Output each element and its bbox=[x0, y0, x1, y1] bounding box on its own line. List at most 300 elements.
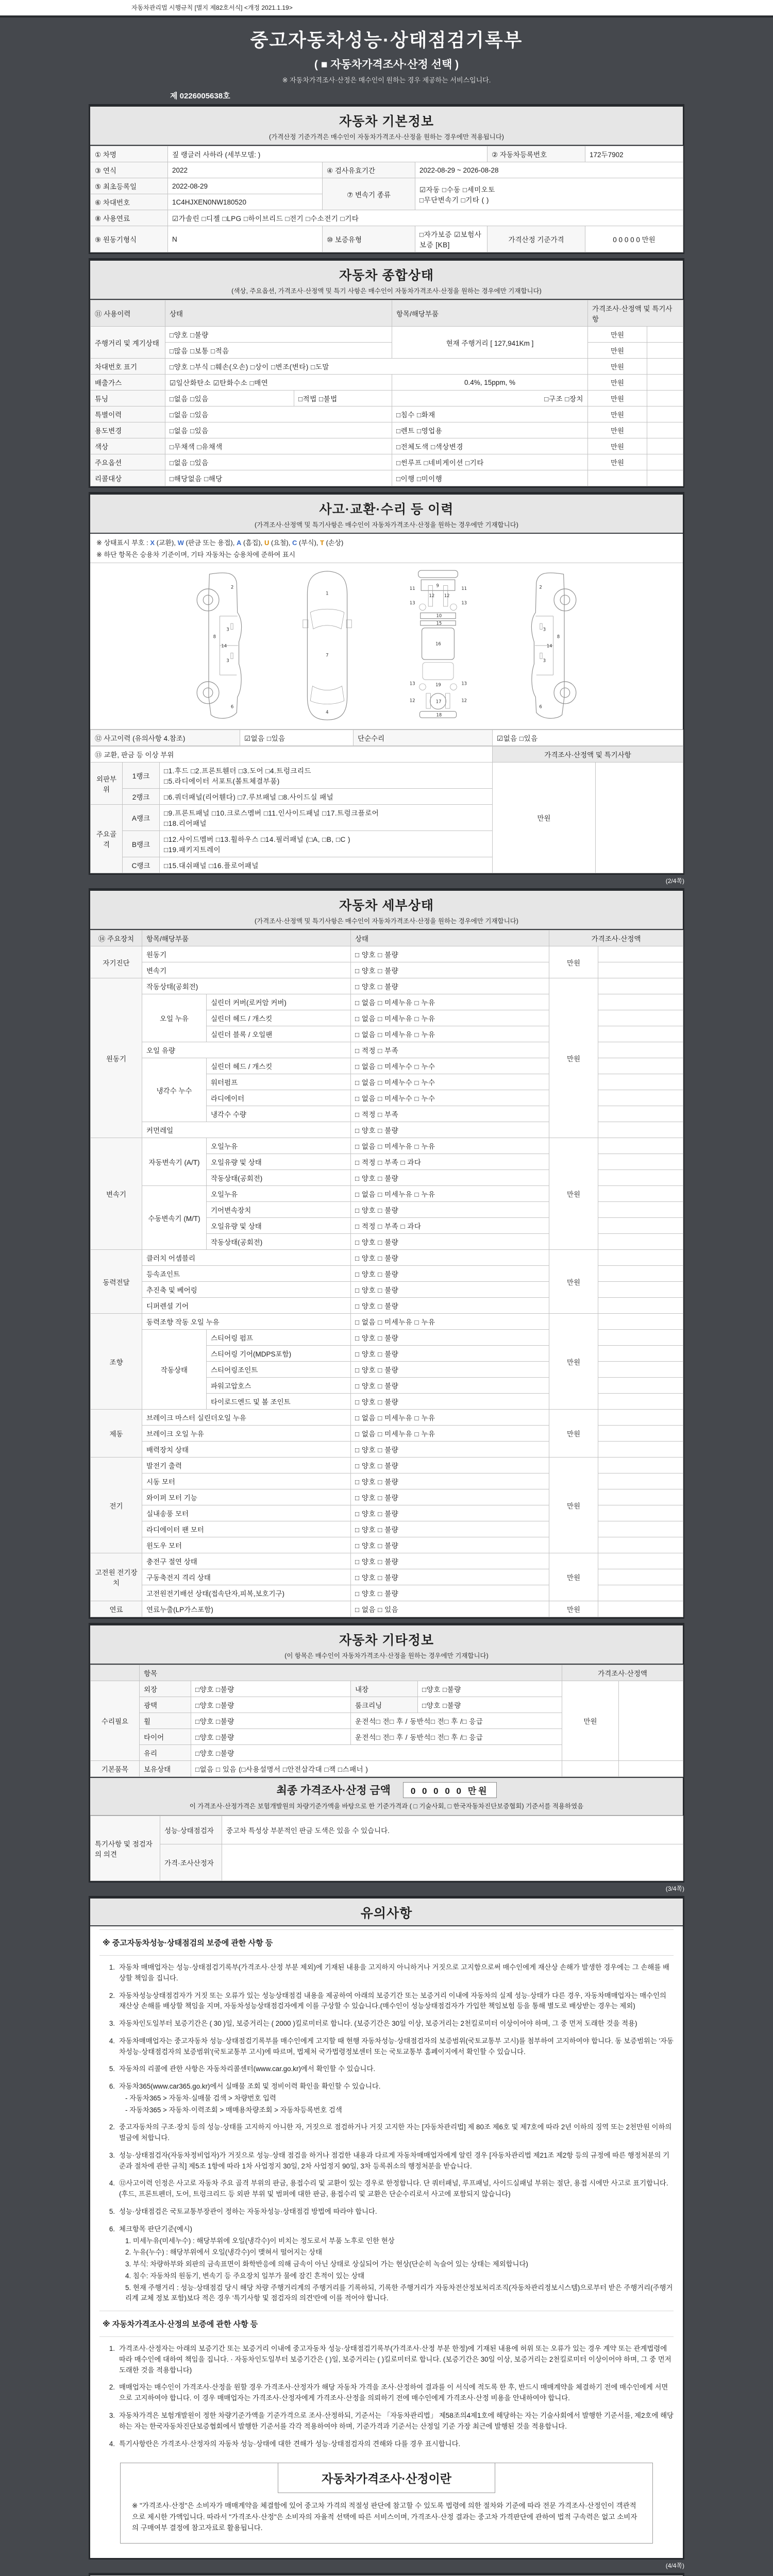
table-row bbox=[91, 226, 683, 252]
rankB-line2: □19.패키지트레이 bbox=[164, 846, 221, 854]
usage-item: □렌트 □영업용 bbox=[392, 422, 588, 438]
tire-detail: 운전석□ 전□ 후 / 동반석□ 전□ 후 /□ 응급 bbox=[351, 1729, 562, 1745]
note-cell bbox=[647, 438, 683, 454]
price-cell: 만원 bbox=[549, 1458, 598, 1553]
gauge-state: □양호 □불량 bbox=[165, 327, 392, 343]
device-label: 변속기 bbox=[91, 1138, 142, 1250]
note-cell bbox=[598, 1122, 683, 1138]
table-row bbox=[91, 1314, 683, 1330]
sub-item-label: 오일유량 및 상태 bbox=[207, 1154, 351, 1170]
table-row bbox=[91, 438, 683, 454]
rankA-line1: □9.프론트패널 □10.크로스멤버 □11.인사이드패널 □17.트렁크플로어 bbox=[164, 809, 379, 817]
item-label: 시동 모터 bbox=[142, 1473, 351, 1489]
note-cell bbox=[598, 1362, 683, 1378]
diagram-label: 6 bbox=[230, 704, 234, 710]
diagram-label: 11 bbox=[409, 585, 415, 591]
state-cell: □ 양호 □ 불량 bbox=[351, 1202, 549, 1218]
legend-desc: (손상) bbox=[324, 539, 344, 547]
table-row bbox=[91, 470, 683, 486]
state-cell: □ 없음 □ 있음 bbox=[351, 1601, 549, 1617]
notice-item-number: 2. bbox=[109, 2383, 115, 2392]
comprehensive-header bbox=[90, 261, 683, 300]
notice-item-number: 1. bbox=[109, 2345, 115, 2353]
note-cell bbox=[598, 1410, 683, 1426]
group-label: 냉각수 누수 bbox=[142, 1058, 207, 1122]
table-row bbox=[91, 1250, 683, 1266]
note-cell bbox=[598, 1330, 683, 1346]
col-price: 가격조사·산정액 bbox=[549, 930, 683, 946]
state-cell: □ 양호 □ 불량 bbox=[351, 978, 549, 994]
diagram-label: 6 bbox=[539, 704, 542, 710]
table-row bbox=[91, 391, 683, 406]
table-row bbox=[91, 946, 683, 962]
state-cell: □ 양호 □ 불량 bbox=[351, 1473, 549, 1489]
item-label: 작동상태(공회전) bbox=[142, 978, 351, 994]
transmission-line1: ☑자동 □수동 □세미오토 bbox=[419, 185, 495, 194]
diagram-label: 18 bbox=[436, 712, 442, 718]
col-item: 항목 bbox=[140, 1665, 562, 1681]
state-cell: □ 양호 □ 불량 bbox=[351, 1553, 549, 1569]
notice-list-a bbox=[99, 1962, 674, 2115]
table-row bbox=[91, 359, 683, 375]
notice-item bbox=[99, 2081, 674, 2115]
tuning-item: □구조 □장치 bbox=[392, 391, 588, 406]
state-cell: □ 없음 □ 미세누수 □ 누수 bbox=[351, 1074, 549, 1090]
col-state: 상태 bbox=[351, 930, 549, 946]
notice-item-text: 자동차성능상태점검자가 거짓 또는 오류가 있는 성능상태점검 내용을 제공하여 아래의 보증기간 또는 보증거리 이내에 자동차의 실제 성능·상태가 다른 경우, 자동차매매업자는 매수인의 재산상 손해를 배상할 책임을 지며, 자동차성능상태점검자에게 이를 구상할 수 있습니다.(매수인이 성능상태점검자가 가입한 책임보험 등을 통해 별도로 배상받는 경우는 제외) bbox=[119, 1991, 666, 2010]
price-cell: 만원 bbox=[493, 762, 596, 873]
section-title: 자동차 종합상태 bbox=[339, 268, 434, 283]
page-marker: (3/4쪽) bbox=[665, 1885, 684, 1892]
state-cell: □ 없음 □ 미세누수 □ 누수 bbox=[351, 1058, 549, 1074]
notice-item bbox=[99, 2224, 674, 2304]
warranty-value: □자가보증 ☑보험사보증 [KB] bbox=[415, 226, 488, 252]
first-reg-value: 2022-08-29 bbox=[168, 178, 323, 194]
legend-code: C bbox=[292, 539, 297, 547]
holding-label: 보유상태 bbox=[140, 1761, 191, 1777]
diagram-label: 11 bbox=[461, 585, 467, 591]
sub-item-label: 실린더 커버(로커암 커버) bbox=[207, 994, 351, 1010]
price-cell: 만원 bbox=[588, 406, 647, 422]
note-cell bbox=[598, 1042, 683, 1058]
notice-item bbox=[99, 1962, 674, 1984]
price-cell: 만원 bbox=[549, 978, 598, 1138]
interior-state: □양호 □불량 bbox=[418, 1681, 562, 1697]
note-cell bbox=[598, 1154, 683, 1170]
legend-desc: (흠집), bbox=[241, 539, 264, 547]
rankA-label: A랭크 bbox=[123, 805, 160, 831]
table-row bbox=[91, 1553, 683, 1569]
wheel-detail: 운전석□ 전□ 후 / 동반석□ 전□ 후 /□ 응급 bbox=[351, 1713, 562, 1729]
notice-item-text: 자동차매매업자는 중고자동차 성능·상태점검기록부를 매수인에게 고지할 때 현행 자동차성능·상태점검자의 보증범위(국토교통부 고시)를 첨부하여 고지하여야 합니다. 동 보증범위는 '자동차성능·상태점검자의 보증범위'(국토교통부 고시)에 따르며, 법제처 국가법령정보센터 또는 국토교통부 홈페이지에서 확인할 수 있습니다. bbox=[119, 2037, 674, 2056]
device-label: 연료 bbox=[91, 1601, 142, 1617]
sub-item-label: 실린더 헤드 / 개스킷 bbox=[207, 1058, 351, 1074]
price-cell: 만원 bbox=[549, 1250, 598, 1314]
title-note: ※ 자동차가격조사·산정은 매수인이 원하는 경우 제공하는 서비스입니다. bbox=[282, 76, 491, 84]
item-label: 추진축 및 베어링 bbox=[142, 1282, 351, 1298]
state-cell: □ 없음 □ 미세누유 □ 누유 bbox=[351, 1026, 549, 1042]
cleaning-state: □양호 □불량 bbox=[418, 1697, 562, 1713]
rankC-label: C랭크 bbox=[123, 857, 160, 873]
note-cell bbox=[647, 327, 683, 343]
accident-summary-table bbox=[90, 730, 683, 746]
notice-item-text: 자동차 매매업자는 성능·상태점검기록부(가격조사·산정 부분 제외)에 기재된 내용을 고지하지 아니하거나 거짓으로 고지함으로써 매수인에게 재산상 손해가 발생한 경우에는 그 손해를 배상할 책임을 집니다. bbox=[119, 1963, 669, 1982]
item-label: 배력장치 상태 bbox=[142, 1442, 351, 1458]
inspector-label: 성능·상태점검자 bbox=[160, 1816, 222, 1844]
item-label: 디퍼렌셜 기어 bbox=[142, 1298, 351, 1314]
notice-item-text: 매매업자는 매수인이 가격조사·산정을 원할 경우 가격조사·산정자가 해당 자동차 가격을 조사·산정하여 결과를 이 서식에 적도록 한 후, 반드시 매매계약을 체결하기 전에 매수인에게 서면으로 고지하여야 합니다. 이 경우 매매업자는 가격조사·산정자에게 가격조사·산정을 의뢰하기 전에 매수인에게 가격조사·산정 비용을 안내하여야 합니다. bbox=[119, 2383, 668, 2402]
notice-section1-title: ※ 중고자동차성능·상태점검의 보증에 관한 사항 등 bbox=[99, 1929, 674, 1956]
legend-desc: (교환), bbox=[154, 539, 178, 547]
state-cell: □ 양호 □ 불량 bbox=[351, 1521, 549, 1537]
final-price-band bbox=[90, 1777, 683, 1816]
notice-item-number: 5. bbox=[109, 2065, 115, 2073]
price-cell: 만원 bbox=[562, 1681, 619, 1761]
note-cell bbox=[598, 1473, 683, 1489]
state-cell: □ 없음 □ 미세누유 □ 누유 bbox=[351, 1138, 549, 1154]
notice-sub-item: - 자동차365 > 자동차·이력조회 > 매매용차량조회 > 자동차등록번호 검색 bbox=[125, 2106, 342, 2114]
detail-state-table bbox=[90, 930, 683, 1617]
remarks-label: 특기사항 및 점검자의 의견 bbox=[91, 1816, 160, 1881]
note-cell bbox=[647, 422, 683, 438]
notice-sub-item: 1. 미세누유(미세누수) : 해당부위에 오일(냉각수)이 비치는 정도로서 부품 노후로 인한 현상 bbox=[125, 2236, 395, 2245]
item-label: 구동축전지 격리 상태 bbox=[142, 1569, 351, 1585]
recall-label: 리콜대상 bbox=[91, 470, 165, 486]
car-right-side-diagram bbox=[513, 568, 590, 723]
title-band bbox=[0, 18, 773, 104]
reg-no-label: ② 자동차등록번호 bbox=[488, 146, 585, 162]
sub-item-label: 라디에이터 bbox=[207, 1090, 351, 1106]
note-cell bbox=[598, 978, 683, 994]
section-title: 자동차 세부상태 bbox=[339, 899, 434, 913]
state-cell: □ 양호 □ 불량 bbox=[351, 1489, 549, 1505]
device-label: 고전원 전기장치 bbox=[91, 1553, 142, 1601]
state-cell: □ 없음 □ 미세누수 □ 누수 bbox=[351, 1090, 549, 1106]
group-label: 수동변속기 (M/T) bbox=[142, 1186, 207, 1250]
device-label: 자기진단 bbox=[91, 946, 142, 978]
state-cell: □ 적정 □ 부족 □ 과다 bbox=[351, 1218, 549, 1234]
price-cell: 만원 bbox=[588, 454, 647, 470]
sub-item-label: 작동상태(공회전) bbox=[207, 1234, 351, 1250]
note-cell bbox=[598, 962, 683, 978]
device-label: 원동기 bbox=[91, 978, 142, 1138]
state-cell: □ 양호 □ 불량 bbox=[351, 1394, 549, 1410]
note-cell bbox=[598, 1250, 683, 1266]
state-cell: □ 적정 □ 부족 □ 과다 bbox=[351, 1154, 549, 1170]
table-row bbox=[91, 978, 683, 994]
note-cell bbox=[598, 1266, 683, 1282]
basic-info-panel bbox=[89, 104, 684, 254]
note-cell bbox=[598, 1074, 683, 1090]
note-cell bbox=[596, 762, 683, 873]
legend-code: T bbox=[320, 539, 324, 547]
table-row bbox=[91, 178, 683, 194]
table-row bbox=[91, 146, 683, 162]
notice-item-number: 3. bbox=[109, 2020, 115, 2028]
rank2-label: 2랭크 bbox=[123, 789, 160, 805]
frame-label: 주요골격 bbox=[91, 805, 123, 873]
diagram-label: 13 bbox=[409, 600, 415, 605]
special-label: 특별이력 bbox=[91, 406, 165, 422]
table-row bbox=[91, 454, 683, 470]
notice-sub-item: 2. 누유(누수) : 해당부위에서 오일(냉각수)이 맺혀서 떨어지는 상태 bbox=[125, 2248, 323, 2257]
appraisal-info-box bbox=[120, 2463, 653, 2544]
col-item: 항목/해당부품 bbox=[142, 930, 351, 946]
sub-item-label: 스티어링 펌프 bbox=[207, 1330, 351, 1346]
fuel-label: ⑧ 사용연료 bbox=[91, 210, 168, 226]
car-diagram-area bbox=[90, 563, 683, 730]
notice-item-text: 성능·상태점검은 국토교통부장관이 정하는 자동차성능·상태점검 방법에 따라야 합니다. bbox=[119, 2208, 377, 2216]
note-cell bbox=[598, 1537, 683, 1553]
exterior-state: □양호 □불량 bbox=[191, 1681, 351, 1697]
note-cell bbox=[647, 375, 683, 391]
title-subtitle: ( ■ 자동차가격조사·산정 선택 ) bbox=[314, 59, 459, 71]
state-cell: □ 양호 □ 불량 bbox=[351, 1250, 549, 1266]
diagram-label: 13 bbox=[461, 600, 467, 605]
notice-item-text: 자동차365(www.car365.go.kr)에서 실매물 조회 및 정비이력 확인을 확인할 수 있습니다. - 자동차365 > 자동차·실매물 검색 > 차량번호 입력 - 자동차365 > 자동차·이력조회 > 매매용차량조회 > 자동차등록번호 검색 bbox=[119, 2081, 674, 2115]
rank1-line1: □1.후드 □2.프론트휀더 □3.도어 □4.트렁크리드 bbox=[164, 767, 311, 775]
notice-item bbox=[99, 2382, 674, 2404]
sub-item-label: 스티어링 기어(MDPS포함) bbox=[207, 1346, 351, 1362]
note-cell bbox=[598, 1202, 683, 1218]
warranty-label: ⑩ 보증유형 bbox=[323, 226, 415, 252]
notice-sub-item: - 자동차365 > 자동차·실매물 검색 > 차량번호 입력 bbox=[125, 2094, 276, 2102]
diagram-label: 12 bbox=[429, 592, 435, 598]
transmission-value bbox=[415, 178, 683, 210]
notice-item-text: 가격조사·산정자는 아래의 보증기간 또는 보증거리 이내에 중고자동차 성능·상태점검기록부(가격조사·산정 부분 한정)에 기재된 내용에 허위 또는 오류가 있는 경우 계약 또는 관계법령에 따라 매수인에 대하여 책임을 집니다. · 자동차인도일부터 보증기간은 ( )일, 보증거리는 ( )킬로미터로 합니다. (보증기간은 30일 이상, 보증거리는 2천킬로미터 이상이어야 하며, 그 중 먼저 도래한 것을 적용합니다) bbox=[119, 2345, 671, 2374]
state-cell: □ 양호 □ 불량 bbox=[351, 1282, 549, 1298]
note-cell bbox=[598, 1282, 683, 1298]
wheel-label: 휠 bbox=[140, 1713, 191, 1729]
detail-state-panel bbox=[89, 888, 684, 1619]
state-cell: □ 양호 □ 불량 bbox=[351, 1234, 549, 1250]
vin-label: ⑥ 차대번호 bbox=[91, 194, 168, 210]
notice-item-text: 중고자동차의 구조·장치 등의 성능·상태를 고지하지 아니한 자, 거짓으로 점검하거나 거짓 고지한 자는 [자동차관리법] 제 80조 제6호 및 제7호에 따라 2년 이하의 징역 또는 2천만원 이하의 벌금에 처합니다. bbox=[119, 2123, 672, 2142]
notice-sub-item: 5. 현재 주행거리 : 성능·상태점검 당시 해당 차량 주행거리계의 주행거리를 기록하되, 기록한 주행거리가 자동차전산정보처리조직(자동차관리정보시스템)으로부터 받은 주행거리(주행거리계 교체 정보 포함)보다 적은 경우 '특기사항 및 점검자의 의견'란에 이를 적어야 합니다. bbox=[125, 2283, 673, 2302]
note-cell bbox=[598, 1521, 683, 1537]
state-cell: □ 양호 □ 불량 bbox=[351, 1346, 549, 1362]
state-cell: □ 양호 □ 불량 bbox=[351, 1330, 549, 1346]
notice-item-number: 6. bbox=[109, 2082, 115, 2091]
rankA-items bbox=[160, 805, 493, 831]
final-price-note: 이 가격조사·산정가격은 보험개발원의 차량기준가액을 바탕으로 한 기준가격과 ( □ 기술사회, □ 한국자동차진단보증협회) 기준서를 적용하였음 bbox=[189, 1803, 584, 1810]
final-price-value: 0 0 0 0 0 만원 bbox=[403, 1782, 497, 1798]
note-cell bbox=[598, 1186, 683, 1202]
state-cell: □ 양호 □ 불량 bbox=[351, 1266, 549, 1282]
base-price-value: 0 0 0 0 0 만원 bbox=[585, 226, 683, 252]
table-row bbox=[91, 1816, 683, 1844]
state-cell: □ 양호 □ 불량 bbox=[351, 1458, 549, 1473]
item-label: 와이퍼 모터 기능 bbox=[142, 1489, 351, 1505]
device-label: 제동 bbox=[91, 1410, 142, 1458]
state-cell: □ 없음 □ 미세누유 □ 누유 bbox=[351, 1010, 549, 1026]
diagram-label: 13 bbox=[409, 681, 415, 686]
diagram-label: 16 bbox=[435, 641, 441, 647]
notice-item bbox=[99, 2344, 674, 2376]
item-label: 원동기 bbox=[142, 946, 351, 962]
notice-item bbox=[99, 2150, 674, 2172]
note-cell bbox=[598, 1298, 683, 1314]
table-row bbox=[91, 1681, 683, 1697]
item-label: 등속죠인트 bbox=[142, 1266, 351, 1282]
notice-item bbox=[99, 2019, 674, 2029]
notice-item-number: 6. bbox=[109, 2225, 115, 2233]
note-cell bbox=[619, 1681, 683, 1761]
sub-item-label: 타이로드엔드 및 볼 조인트 bbox=[207, 1394, 351, 1410]
note-cell bbox=[598, 1458, 683, 1473]
item-label: 브레이크 오일 누유 bbox=[142, 1426, 351, 1442]
polish-state: □양호 □불량 bbox=[191, 1697, 351, 1713]
outer-panel-label: 외판부위 bbox=[91, 762, 123, 805]
price-cell: 만원 bbox=[588, 422, 647, 438]
other-header bbox=[90, 1625, 683, 1665]
legend-desc: (부식), bbox=[297, 539, 321, 547]
item-label: 오일 유량 bbox=[142, 1042, 351, 1058]
table-row bbox=[91, 422, 683, 438]
notice-item-text: 성능·상태점검자(자동차정비업자)가 거짓으로 성능·상태 점검을 하거나 점검한 내용과 다르게 자동차매매업자에게 알린 경우 [자동차관리법 제21조 제2항 등의 규정에 따른 행정처분의 기준과 절차에 관한 규칙] 제5조 1항에 따라 1차 사업정지 30일, 2차 사업정지 90일, 3차 등록취소의 행정처분을 받습니다. bbox=[119, 2151, 670, 2170]
diagram-label: 3 bbox=[226, 627, 229, 633]
table-header-row bbox=[91, 1665, 683, 1681]
basic-info-header bbox=[90, 107, 683, 146]
notice-item-text: 자동차가격은 보험개발원이 정한 차량기준가액을 기준가격으로 조사·산정하되, 기준서는 「자동차관리법」 제58조의4제1호에 해당하는 자는 기술사회에서 발행한 기준서를, 제2호에 해당하는 자는 한국자동차진단보증협회에서 발행한 기준서를 각각 적용하여야 하며, 기준가격과 기준서는 산정일 기준 가장 최근에 발행된 것을 적용합니다. bbox=[119, 2411, 674, 2430]
option-item: □썬루프 □네비게이션 □기타 bbox=[392, 454, 588, 470]
notice-item bbox=[99, 2122, 674, 2144]
rank1-items bbox=[160, 762, 493, 789]
notice-item-number: 2. bbox=[109, 2123, 115, 2131]
item-label: 고전원전기배선 상태(접속단자,피복,보호기구) bbox=[142, 1585, 351, 1601]
state-cell: □ 양호 □ 불량 bbox=[351, 1122, 549, 1138]
notice-item-number: 2. bbox=[109, 1991, 115, 1999]
rankA-line2: □18.리어패널 bbox=[164, 820, 207, 827]
price-cell: 만원 bbox=[549, 1410, 598, 1458]
item-label: 클러치 어셈블리 bbox=[142, 1250, 351, 1266]
option-state: □없음 □있음 bbox=[165, 454, 392, 470]
special-state: □없음 □있음 bbox=[165, 406, 392, 422]
sub-item-label: 스티어링조인트 bbox=[207, 1362, 351, 1378]
note-cell bbox=[598, 1218, 683, 1234]
legend-code: X bbox=[150, 539, 155, 547]
state-cell: □ 양호 □ 불량 bbox=[351, 1170, 549, 1186]
state-cell: □ 적정 □ 부족 bbox=[351, 1106, 549, 1122]
diagram-label: 1 bbox=[326, 591, 329, 597]
note-cell bbox=[598, 1442, 683, 1458]
vin-mark-label: 차대번호 표기 bbox=[91, 359, 165, 375]
note-cell bbox=[647, 391, 683, 406]
emission-state: ☑일산화탄소 ☑탄화수소 □매연 bbox=[165, 375, 392, 391]
note-cell bbox=[598, 1426, 683, 1442]
note-cell bbox=[598, 1346, 683, 1362]
price-cell: 만원 bbox=[588, 359, 647, 375]
base-price-label: 가격산정 기준가격 bbox=[488, 226, 585, 252]
item-label: 커먼레일 bbox=[142, 1122, 351, 1138]
status-legend bbox=[90, 534, 683, 548]
price-cell: 만원 bbox=[549, 946, 598, 978]
tuning-state: □없음 □있음 bbox=[165, 391, 294, 406]
sub-item-label: 냉각수 수량 bbox=[207, 1106, 351, 1122]
engine-type-label: ⑨ 원동기형식 bbox=[91, 226, 168, 252]
section-title: 자동차 기본정보 bbox=[339, 114, 434, 129]
diagram-label: 14 bbox=[546, 643, 552, 649]
note-cell bbox=[598, 994, 683, 1010]
diagram-label: 13 bbox=[461, 681, 467, 686]
accident-history-panel bbox=[89, 492, 684, 875]
diagram-label: 8 bbox=[557, 634, 560, 640]
exchange-label: ⑬ 교환, 판금 등 이상 부위 bbox=[91, 747, 493, 762]
note-cell bbox=[598, 1505, 683, 1521]
sub-item-label: 워터펌프 bbox=[207, 1074, 351, 1090]
state-cell: □ 없음 □ 미세누유 □ 누유 bbox=[351, 1314, 549, 1330]
inspection-label: ④ 검사유효기간 bbox=[323, 162, 415, 178]
car-name-value: 짚 랭글러 사하라 (세부모델: ) bbox=[168, 146, 488, 162]
diagram-label: 10 bbox=[436, 613, 442, 618]
year-value: 2022 bbox=[168, 162, 323, 178]
state-cell: □ 양호 □ 불량 bbox=[351, 946, 549, 962]
form-reference: 자동차관리법 시행규칙 [별지 제82호서식] <개정 2021.1.19> bbox=[0, 0, 773, 18]
table-row bbox=[91, 762, 683, 789]
photo-panel bbox=[89, 2573, 684, 2576]
item-label: 브레이크 마스터 실린더오일 누유 bbox=[142, 1410, 351, 1426]
note-cell bbox=[598, 1569, 683, 1585]
table-row bbox=[91, 1761, 683, 1777]
note-cell bbox=[647, 343, 683, 359]
note-cell bbox=[598, 1601, 683, 1617]
first-reg-label: ⑤ 최초등록일 bbox=[91, 178, 168, 194]
group-label: 오일 누유 bbox=[142, 994, 207, 1042]
accident-history-state: ☑없음 □있음 bbox=[240, 730, 354, 746]
holding-state: □없음 □ 있음 (□사용설명서 □안전삼각대 □잭 □스패너 ) bbox=[191, 1761, 562, 1777]
sub-item-label: 실린더 헤드 / 개스킷 bbox=[207, 1010, 351, 1026]
diagram-label: 15 bbox=[436, 620, 442, 626]
price-cell: 만원 bbox=[549, 1138, 598, 1250]
notice-item bbox=[99, 2411, 674, 2432]
col-price: 가격조사·산정액 및 특기사항 bbox=[588, 300, 683, 327]
tuning-label: 튜닝 bbox=[91, 391, 165, 406]
appraiser-remark bbox=[222, 1844, 683, 1881]
mileage-value: 현재 주행거리 [ 127,941Km ] bbox=[392, 327, 588, 359]
car-name-label: ① 차명 bbox=[91, 146, 168, 162]
glass-label: 유리 bbox=[140, 1745, 191, 1761]
note-cell bbox=[598, 1553, 683, 1569]
note-cell bbox=[647, 359, 683, 375]
tuning-legal: □적법 □불법 bbox=[294, 391, 392, 406]
document-number: 제 0226005638호 bbox=[170, 92, 230, 100]
rankB-line1: □12.사이드멤버 □13.휠하우스 □14.필러패널 (□A, □B, □C ) bbox=[164, 836, 351, 843]
special-item: □침수 □화재 bbox=[392, 406, 588, 422]
state-cell: □ 양호 □ 불량 bbox=[351, 962, 549, 978]
glass-state: □양호 □불량 bbox=[191, 1745, 562, 1761]
page-marker: (2/4쪽) bbox=[665, 877, 684, 885]
notice-item-number: 4. bbox=[109, 2037, 115, 2045]
final-price-label: 최종 가격조사·산정 금액 bbox=[276, 1785, 391, 1797]
col-state: 상태 bbox=[165, 300, 392, 327]
note-cell bbox=[598, 1378, 683, 1394]
inspection-value: 2022-08-29 ~ 2026-08-28 bbox=[415, 162, 683, 178]
device-label: 조향 bbox=[91, 1314, 142, 1410]
tire-state: □양호 □불량 bbox=[191, 1729, 351, 1745]
notice-item bbox=[99, 2064, 674, 2075]
diagram-label: 2 bbox=[230, 585, 234, 590]
other-info-panel bbox=[89, 1623, 684, 1883]
notice-sub-item: 4. 침수: 자동차의 원동기, 변속기 등 주요장치 일부가 물에 잠긴 흔적이 있는 상태 bbox=[125, 2272, 365, 2280]
note-cell bbox=[598, 1585, 683, 1601]
group-label: 자동변속기 (A/T) bbox=[142, 1138, 207, 1186]
emission-label: 배출가스 bbox=[91, 375, 165, 391]
basic-info-table bbox=[90, 146, 683, 252]
wheel-state: □양호 □불량 bbox=[191, 1713, 351, 1729]
rank2-items: □6.쿼더패널(리어휀다) □7.루브패널 □8.사이드실 패널 bbox=[160, 789, 493, 805]
section-title: 유의사항 bbox=[360, 1906, 413, 1921]
notice-item-number: 3. bbox=[109, 2411, 115, 2419]
